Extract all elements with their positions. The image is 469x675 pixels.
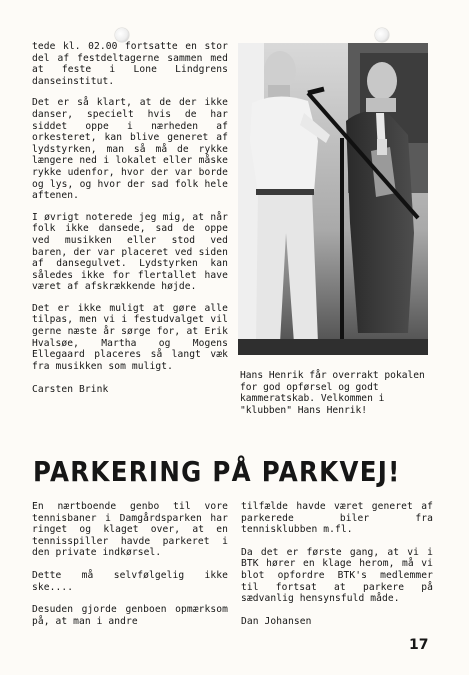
- award-photo: [238, 43, 428, 355]
- parking-headline: PARKERING PÅ PARKVEJ!: [33, 455, 401, 488]
- parking-paragraph: Da det er første gang, at vi i BTK hører en klage herom, må vi blot opfordre BTK's medlemmer til fortsat at parkere på sædvanlig hensynsfuld måde.: [241, 546, 433, 605]
- parking-paragraph: Desuden gjorde genboen opmærksom på, at man i andre: [32, 604, 228, 627]
- article-paragraph: I øvrigt noterede jeg mig, at når folk ikke dansede, sad de oppe ved musikken eller stod ved baren, der var placeret ved siden af dansegulvet. Lydstyrken kan således ikke for flertallet have været af afskrækkende højde.: [32, 211, 228, 293]
- article-paragraph: Det er ikke muligt at gøre alle tilpas, men vi i festudvalget vil gerne næste år sørge for, at Erik Hvalsøe, Martha og Mogens Ellegaard placeres så langt væk fra musikken som muligt.: [32, 302, 228, 372]
- photo-caption: Hans Henrik får overrakt pokalen for god opførsel og godt kammeratskab. Velkommen i "klubben" Hans Henrik!: [240, 370, 425, 416]
- parking-column-1: [32, 501, 228, 638]
- article-paragraph: tede kl. 02.00 fortsatte en stor del af festdeltagerne sammen med at feste i Lone Lindgrens danseinstitut.: [32, 41, 228, 87]
- parking-signature: Dan Johansen: [241, 615, 312, 627]
- article-signature: Carsten Brink: [32, 384, 109, 396]
- photo-illustration: [238, 43, 428, 355]
- punch-hole: [375, 28, 389, 42]
- parking-paragraph: En nærtboende genbo til vore tennisbaner i Damgårdsparken har ringet og klaget over, at en tennisspiller havde parkeret i den private indkørsel.: [32, 501, 228, 559]
- parking-paragraph: tilfælde havde været generet af parkerede biler fra tennisklubben m.fl.: [241, 501, 433, 536]
- article-paragraph: Det er så klart, at de der ikke danser, specielt hvis de har siddet oppe i nærheden af orkesteret, kan blive generet af lydstyrken, man så må de rykke længere ned i lokalet eller måske rykke udenfor, hvor der var borde og lys, og hvor der sad folk hele aftenen.: [32, 97, 228, 202]
- parking-paragraph: Dette må selvfølgelig ikke ske....: [32, 569, 228, 593]
- parking-column-2: [241, 501, 433, 638]
- punch-hole: [115, 28, 129, 42]
- page-number: 17: [409, 637, 429, 653]
- article-column: [32, 41, 228, 406]
